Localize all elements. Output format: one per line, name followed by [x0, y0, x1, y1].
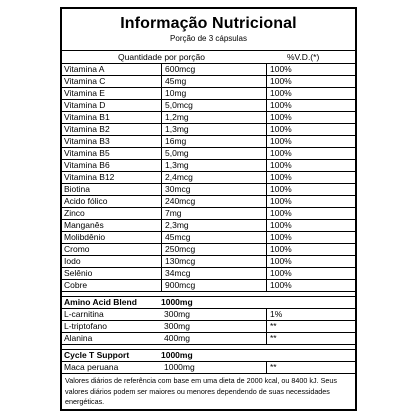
amino-blend-total: 1000mg [161, 297, 193, 307]
nutrient-vd: 100% [266, 280, 292, 291]
table-row [62, 256, 355, 268]
cycle-support-header [62, 350, 355, 362]
nutrient-vd: ** [266, 333, 277, 344]
nutrient-quantity: 130mcg [161, 256, 195, 267]
nutrient-name: Vitamina C [64, 76, 106, 86]
nutrient-quantity: 5,0mg [161, 148, 189, 159]
nutrient-name: Iodo [64, 256, 81, 266]
table-row [62, 208, 355, 220]
table-row [62, 280, 355, 292]
table-header [62, 50, 355, 64]
nutrient-vd: 100% [266, 76, 292, 87]
nutrient-name: Vitamina B3 [64, 136, 110, 146]
nutrient-quantity: 1,3mg [161, 160, 189, 171]
nutrient-quantity: 30mcg [161, 184, 191, 195]
nutrient-name: Vitamina B1 [64, 112, 110, 122]
nutrient-name: Cobre [64, 280, 88, 290]
nutrient-quantity: 5,0mcg [161, 100, 193, 111]
nutrient-quantity: 45mcg [161, 232, 191, 243]
serving-size: Porção de 3 cápsulas [170, 34, 247, 43]
nutrient-vd: 100% [266, 88, 292, 99]
nutrient-name: Biotina [64, 184, 90, 194]
table-row [62, 100, 355, 112]
nutrient-quantity: 400mg [164, 333, 190, 343]
table-row [62, 244, 355, 256]
nutrient-name: Zinco [64, 208, 85, 218]
footnote: Valores diários de referência com base em uma dieta de 2000 kcal, ou 8400 kJ. Seus valores diários podem ser maiores ou menores dependendo de suas necessidades energéticas. [65, 376, 337, 406]
header-quantity: Quantidade por porção [118, 52, 205, 62]
nutrient-name: Selênio [64, 268, 93, 278]
table-row [62, 64, 355, 76]
nutrient-name: Vitamina D [64, 100, 106, 110]
nutrient-quantity: 1000mg [164, 362, 195, 372]
nutrient-name: Molibdênio [64, 232, 106, 242]
amino-table [62, 309, 355, 345]
nutrient-vd: ** [266, 362, 277, 373]
table-row [62, 333, 355, 345]
nutrient-vd: ** [266, 321, 277, 332]
nutrient-quantity: 250mcg [161, 244, 195, 255]
nutrient-vd: 100% [266, 244, 292, 255]
table-row [62, 321, 355, 333]
table-row [62, 136, 355, 148]
nutrient-name: L-triptofano [64, 321, 107, 331]
table-row [62, 232, 355, 244]
cycle-support-title: Cycle T Support [64, 350, 130, 360]
nutrient-quantity: 900mcg [161, 280, 195, 291]
nutrient-vd: 100% [266, 136, 292, 147]
nutrient-vd: 100% [266, 232, 292, 243]
nutrient-name: Vitamina E [64, 88, 105, 98]
table-row [62, 196, 355, 208]
nutrient-vd: 100% [266, 268, 292, 279]
nutrient-vd: 100% [266, 184, 292, 195]
nutrient-vd: 100% [266, 148, 292, 159]
nutrition-facts-panel [60, 7, 357, 411]
nutrient-quantity: 10mg [161, 88, 186, 99]
nutrient-quantity: 34mcg [161, 268, 191, 279]
nutrient-name: Alanina [64, 333, 93, 343]
panel-title: Informação Nutricional [120, 15, 297, 32]
table-row [62, 172, 355, 184]
nutrient-vd: 100% [266, 208, 292, 219]
nutrient-quantity: 300mg [164, 309, 190, 319]
nutrient-quantity: 240mcg [161, 196, 195, 207]
header-vd: %V.D.(*) [287, 52, 320, 62]
amino-blend-header [62, 297, 355, 309]
cycle-support-total: 1000mg [161, 350, 193, 360]
table-row [62, 220, 355, 232]
nutrient-vd: 100% [266, 256, 292, 267]
nutrient-quantity: 2,3mg [161, 220, 189, 231]
nutrient-vd: 100% [266, 160, 292, 171]
nutrient-name: Acido fólico [64, 196, 108, 206]
nutrient-vd: 100% [266, 196, 292, 207]
table-row [62, 160, 355, 172]
nutrient-quantity: 600mcg [161, 64, 195, 75]
nutrient-quantity: 45mg [161, 76, 186, 87]
table-row [62, 184, 355, 196]
table-row [62, 309, 355, 321]
table-row [62, 268, 355, 280]
table-row [62, 76, 355, 88]
nutrient-name: Vitamina A [64, 64, 105, 74]
nutrient-name: Maca peruana [64, 362, 119, 372]
nutrient-vd: 100% [266, 112, 292, 123]
table-row [62, 88, 355, 100]
nutrient-vd: 100% [266, 124, 292, 135]
nutrient-name: Vitamina B6 [64, 160, 110, 170]
amino-blend-title: Amino Acid Blend [64, 297, 137, 307]
nutrient-quantity: 1,3mg [161, 124, 189, 135]
vitamin-table [62, 64, 355, 292]
nutrient-vd: 1% [266, 309, 282, 320]
cycle-table [62, 362, 355, 374]
nutrient-vd: 100% [266, 100, 292, 111]
nutrient-name: Vitamina B5 [64, 148, 110, 158]
table-row [62, 362, 355, 374]
nutrient-name: Cromo [64, 244, 90, 254]
nutrient-quantity: 16mg [161, 136, 186, 147]
nutrient-quantity: 300mg [164, 321, 190, 331]
nutrient-quantity: 2,4mcg [161, 172, 193, 183]
nutrient-name: L-carnitina [64, 309, 104, 319]
table-row [62, 112, 355, 124]
nutrient-quantity: 1,2mg [161, 112, 189, 123]
nutrient-quantity: 7mg [161, 208, 182, 219]
nutrient-name: Manganês [64, 220, 104, 230]
nutrient-vd: 100% [266, 220, 292, 231]
nutrient-name: Vitamina B12 [64, 172, 115, 182]
nutrient-vd: 100% [266, 64, 292, 75]
nutrient-vd: 100% [266, 172, 292, 183]
table-row [62, 148, 355, 160]
nutrient-name: Vitamina B2 [64, 124, 110, 134]
table-row [62, 124, 355, 136]
